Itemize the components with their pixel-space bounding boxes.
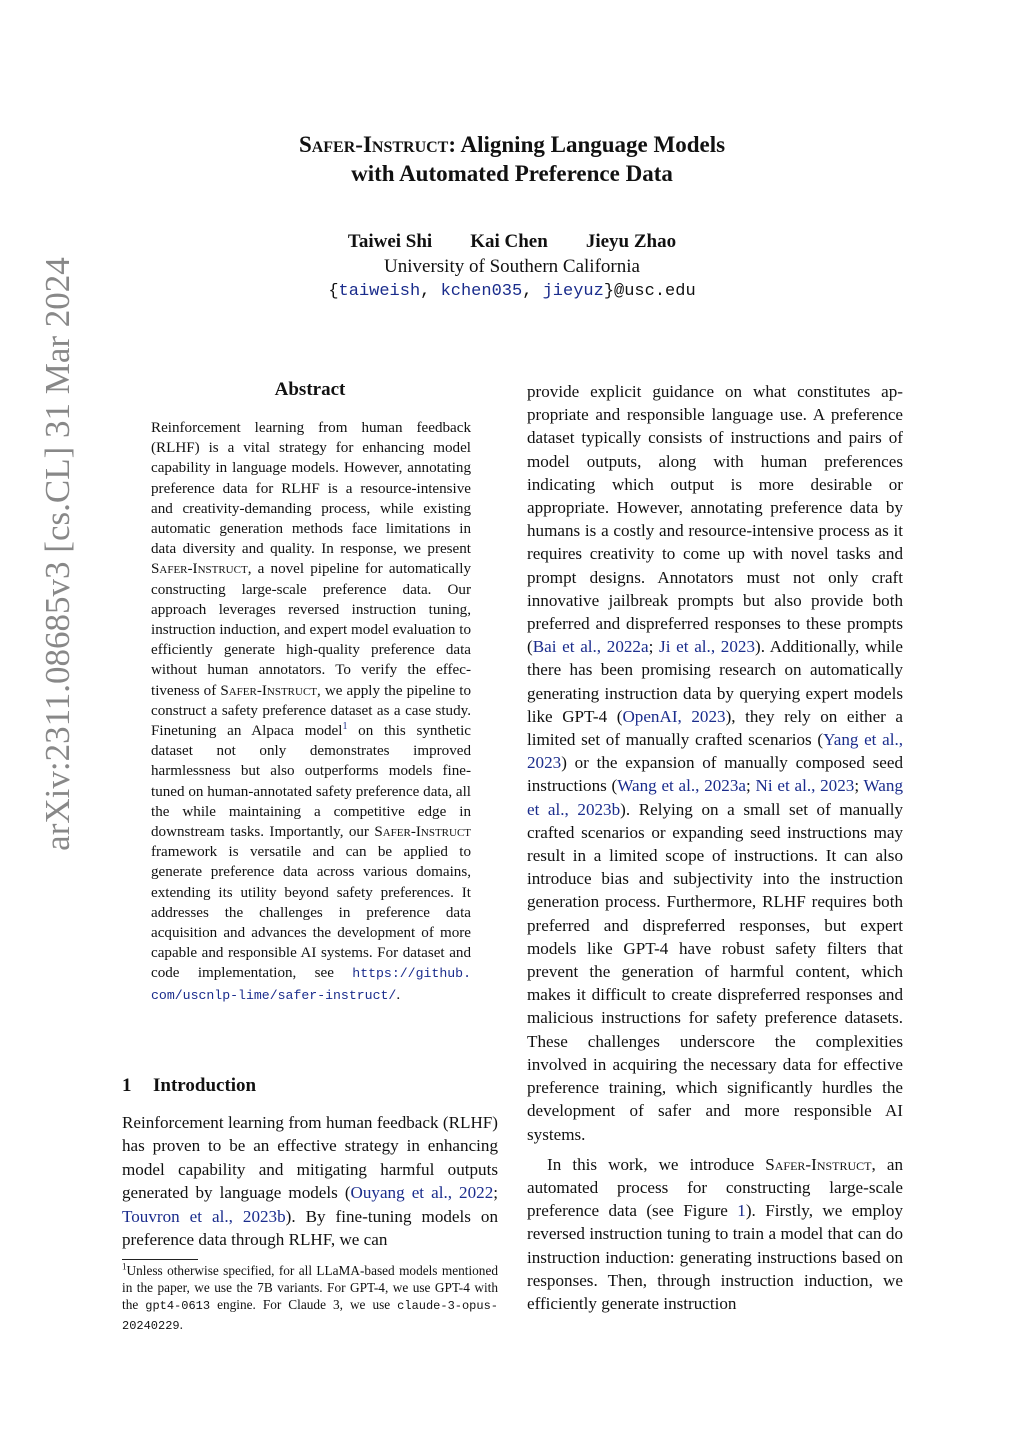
repo-link[interactable]: https://github.​com/uscnlp-lime/safer-instruct/ bbox=[151, 966, 471, 1003]
citation-link[interactable]: Yang et al., 2023 bbox=[527, 730, 903, 773]
method-name: Safer-Instruct bbox=[220, 682, 318, 699]
author-name: Kai Chen bbox=[470, 231, 548, 252]
abstract-heading: Abstract bbox=[274, 379, 346, 400]
citation-link[interactable]: Bai et al., 2022a bbox=[532, 637, 649, 657]
title-line1-rest: : Aligning Language Models bbox=[448, 132, 726, 157]
body-text: ). Additionally, while there has been promising research on automatically generating instruction data by querying expert models like GPT-4 ( bbox=[527, 637, 903, 726]
body-text: provide explicit guidance on what constitutes appropriate and responsible language use. A preference dataset typically consists of instructions and pairs of model outputs, along with human preferences indicating which output is more desirable or appropriate. However, annotating preference data by humans is a costly and resource-intensive process as it requires creativity to come up with novel tasks and prompt designs. Annotators must not only craft innovative jailbreak prompts but also provide both preferred and dispreferred responses to these prompts ( bbox=[527, 382, 903, 657]
footnote-number: 1 bbox=[122, 1261, 127, 1272]
method-name: Safer-Instruct bbox=[298, 132, 449, 157]
body-paragraph bbox=[527, 1153, 903, 1315]
abstract-body bbox=[151, 418, 471, 1006]
intro-paragraph bbox=[122, 1111, 498, 1251]
footnote-text: Unless otherwise specified, for all LLaMA-based models mentioned in the paper, we use the 7B variants. For GPT-4, we use GPT-4 with the bbox=[122, 1263, 498, 1313]
author-name: Taiwei Shi bbox=[347, 231, 433, 252]
body-text: ). Firstly, we employ reversed instruction tuning to train a model that can do instruction induction: generating instructions based on responses. Then, through instruction induction, we efficiently generate instruction bbox=[527, 1201, 903, 1313]
section-number: 1 bbox=[122, 1075, 132, 1096]
abstract-text: , we apply the pipeline to construct a safety preference dataset as a case study. Finetuning an Alpaca model bbox=[151, 682, 472, 740]
arxiv-watermark: arXiv:2311.08685v3 [cs.CL] 31 Mar 2024 bbox=[38, 257, 77, 851]
citation-link[interactable]: Ji et al., 2023 bbox=[659, 637, 755, 657]
author-emails bbox=[140, 280, 884, 304]
email-brace-open: { bbox=[328, 282, 339, 301]
email-separator: , bbox=[522, 282, 543, 301]
method-name: Safer-Instruct bbox=[151, 561, 248, 578]
citation-link[interactable]: Touvron et al., 2023b bbox=[122, 1206, 286, 1226]
body-text: , an automated process for constructing large-scale preference data (see Figure bbox=[527, 1154, 903, 1221]
abstract-text: framework is versatile and can be applied to generate preference data across various domains, extending its utility beyond safety preferences. It addresses the challenges in preference data acquisition and advances the development of more capable and responsible AI systems. For dataset and code implementation, see bbox=[151, 844, 471, 982]
footnote-text: . bbox=[179, 1316, 183, 1332]
citation-link[interactable]: Wang et al., 2023b bbox=[527, 776, 903, 819]
citation-separator: ; bbox=[745, 776, 756, 796]
footnote-rule bbox=[122, 1259, 198, 1260]
section-heading bbox=[122, 1074, 498, 1098]
abstract-text: on this synthetic dataset not only demonstrates improved harmlessness but also outperforms models fine-tuned on human-annotated safety preference data, all the while maintaining a competitive edge in downstream tasks. Importantly, our bbox=[151, 723, 472, 841]
citation-link[interactable]: OpenAI, 2023 bbox=[622, 706, 726, 726]
author-list bbox=[140, 229, 884, 255]
citation-link[interactable]: Ni et al., 2023 bbox=[755, 776, 855, 796]
footnote-text: engine. For Claude 3, we use bbox=[210, 1297, 398, 1313]
figure-reference[interactable]: 1 bbox=[737, 1201, 746, 1221]
abstract-text: , a novel pipeline for automatically constructing large-scale preference data. Our approach leverages reversed instruction tuning, instruction induction, and expert model evaluation to efficiently generate high-quality preference data without human annotators. To verify the effectiveness of bbox=[151, 561, 471, 699]
email-domain: }@usc.edu bbox=[603, 282, 696, 301]
paper-title bbox=[140, 130, 884, 188]
body-text: ), they rely on either a limited set of manually crafted scenarios ( bbox=[527, 706, 904, 750]
citation-link[interactable]: Ouyang et al., 2022 bbox=[350, 1183, 494, 1203]
method-name: Safer-Instruct bbox=[765, 1154, 872, 1174]
author-name: Jieyu Zhao bbox=[585, 231, 677, 252]
body-paragraph bbox=[527, 380, 903, 1146]
citation-separator: ; bbox=[493, 1183, 498, 1203]
intro-text: ). By fine-tuning models on preference data through RLHF, we can bbox=[122, 1206, 498, 1250]
code-text: gpt4-0613 bbox=[145, 1299, 211, 1314]
citation-separator: ; bbox=[854, 776, 864, 796]
email-separator: , bbox=[420, 282, 441, 301]
body-text: In this work, we introduce bbox=[547, 1154, 766, 1174]
email-link[interactable]: taiweish bbox=[338, 282, 421, 301]
intro-text: Reinforcement learning from human feedback (RLHF) has proven to be an effective strategy in enhancing model capability and mitigating harmful outputs generated by language models ( bbox=[122, 1113, 498, 1203]
abstract-text: . bbox=[396, 986, 401, 1003]
title-line2: with Automated Preference Data bbox=[351, 161, 673, 186]
body-text: ) or the expansion of manually composed seed instructions ( bbox=[527, 753, 903, 796]
footnote-marker[interactable]: 1 bbox=[342, 721, 348, 733]
code-text: claude-3-opus-20240229 bbox=[122, 1299, 498, 1333]
footnote bbox=[122, 1262, 498, 1335]
right-column bbox=[527, 380, 903, 1315]
citation-link[interactable]: Wang et al., 2023a bbox=[617, 776, 746, 796]
email-link[interactable]: jieyuz bbox=[542, 282, 604, 301]
affiliation: University of Southern California bbox=[384, 256, 640, 277]
email-link[interactable]: kchen035 bbox=[440, 282, 523, 301]
abstract-text: Reinforcement learning from human feedback (RLHF) is a vital strategy for enhancing model capability in language models. However, annotating preference data for RLHF is a resource-intensive and creativity-demanding process, while existing automatic generation methods face limitations in data diversity and quality. In response, we present bbox=[151, 420, 471, 558]
citation-separator: ; bbox=[648, 637, 660, 657]
section-title: Introduction bbox=[153, 1075, 257, 1096]
method-name: Safer-Instruct bbox=[374, 824, 471, 841]
body-text: ). Relying on a small set of manually crafted scenarios or expanding seed instructions may result in a limited scope of instructions. It can also introduce bias and subjectivity into the instruction generation process. Furthermore, RLHF requires both preferred and dispreferred responses, but expert models like GPT-4 have robust safety filters that prevent the generation of harmful content, which makes it difficult to create dispreferred responses and malicious instructions for safety preference datasets. These challenges underscore the complexities involved in acquiring the necessary data for effective preference training, which significantly hurdles the development of safer and more responsible AI systems. bbox=[527, 799, 903, 1144]
